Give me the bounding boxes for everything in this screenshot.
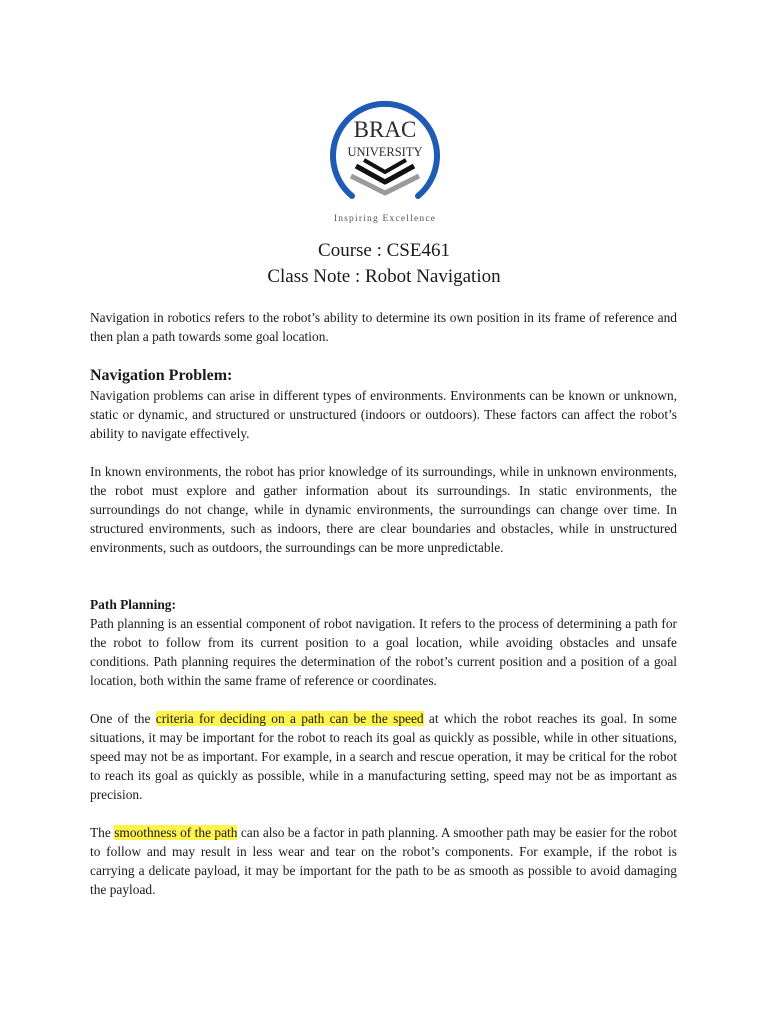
highlighted-text: smoothness of the path: [114, 825, 238, 840]
logo-black-chevron-1: [356, 166, 414, 182]
path-planning-paragraph-2: [90, 709, 677, 804]
paragraph-text: One of the: [90, 711, 156, 726]
path-planning-heading: Path Planning:: [90, 597, 176, 612]
class-note-title: Class Note : Robot Navigation: [267, 266, 501, 287]
paragraph-text: at which the robot reaches its goal. In some situations, it may be important for the robot to reach its goal as quickly as possible, while in other situations, speed may not be as important. For example, in a search and rescue operation, it may be critical for the robot to reach its goal as quickly as possible, while in a manufacturing setting, speed may not be as important as precision.: [90, 711, 677, 802]
logo-name-university: UNIVERSITY: [347, 145, 423, 159]
logo-tagline: Inspiring Excellence: [333, 214, 437, 224]
navigation-problem-paragraph-1: Navigation problems can arise in different types of environments. Environments can be known or unknown, static or dynamic, and structured or unstructured (indoors or outdoors). These factors can affect the robot’s ability to navigate effectively.: [90, 388, 677, 441]
brac-university-logo: [330, 90, 440, 226]
intro-paragraph: Navigation in robotics refers to the robot’s ability to determine its own position in its frame of reference and then plan a path towards some goal location.: [90, 310, 677, 344]
document-body: [90, 308, 677, 899]
spacer: [90, 804, 677, 823]
logo-black-chevron-2: [364, 160, 406, 172]
spacer: [90, 443, 677, 462]
highlighted-text: criteria for deciding on a path can be the speed: [155, 711, 424, 726]
spacer: [90, 346, 677, 366]
navigation-problem-paragraph-2: In known environments, the robot has prior knowledge of its surroundings, while in unknown environments, the robot must explore and gather information about its surroundings. In static environments, the surroundings do not change, while in dynamic environments, the surroundings can change over time. In structured environments, such as indoors, there are clear boundaries and obstacles, while in unstructured environments, such as outdoors, the surroundings can be more unpredictable.: [90, 464, 677, 555]
title-block: [0, 238, 768, 290]
paragraph-text: The: [90, 825, 115, 840]
logo-name-brac: BRAC: [353, 117, 417, 142]
navigation-problem-heading: Navigation Problem:: [90, 367, 233, 384]
path-planning-paragraph-1: Path planning is an essential component of robot navigation. It refers to the process of determining a path for the robot to follow from its current position to a goal location, while avoiding obstacles and unsafe conditions. Path planning requires the determination of the robot’s current position and a position of a goal location, both within the same frame of reference or coordinates.: [90, 616, 677, 688]
spacer: [90, 557, 677, 595]
path-planning-paragraph-3: [90, 823, 677, 899]
course-title: Course : CSE461: [318, 240, 450, 261]
paragraph-text: can also be a factor in path planning. A smoother path may be easier for the robot to follow and may result in less wear and tear on the robot’s components. For example, if the robot is carrying a delicate payload, it may be important for the path to be as smooth as possible to avoid damaging the payload.: [90, 825, 678, 897]
spacer: [90, 690, 677, 709]
